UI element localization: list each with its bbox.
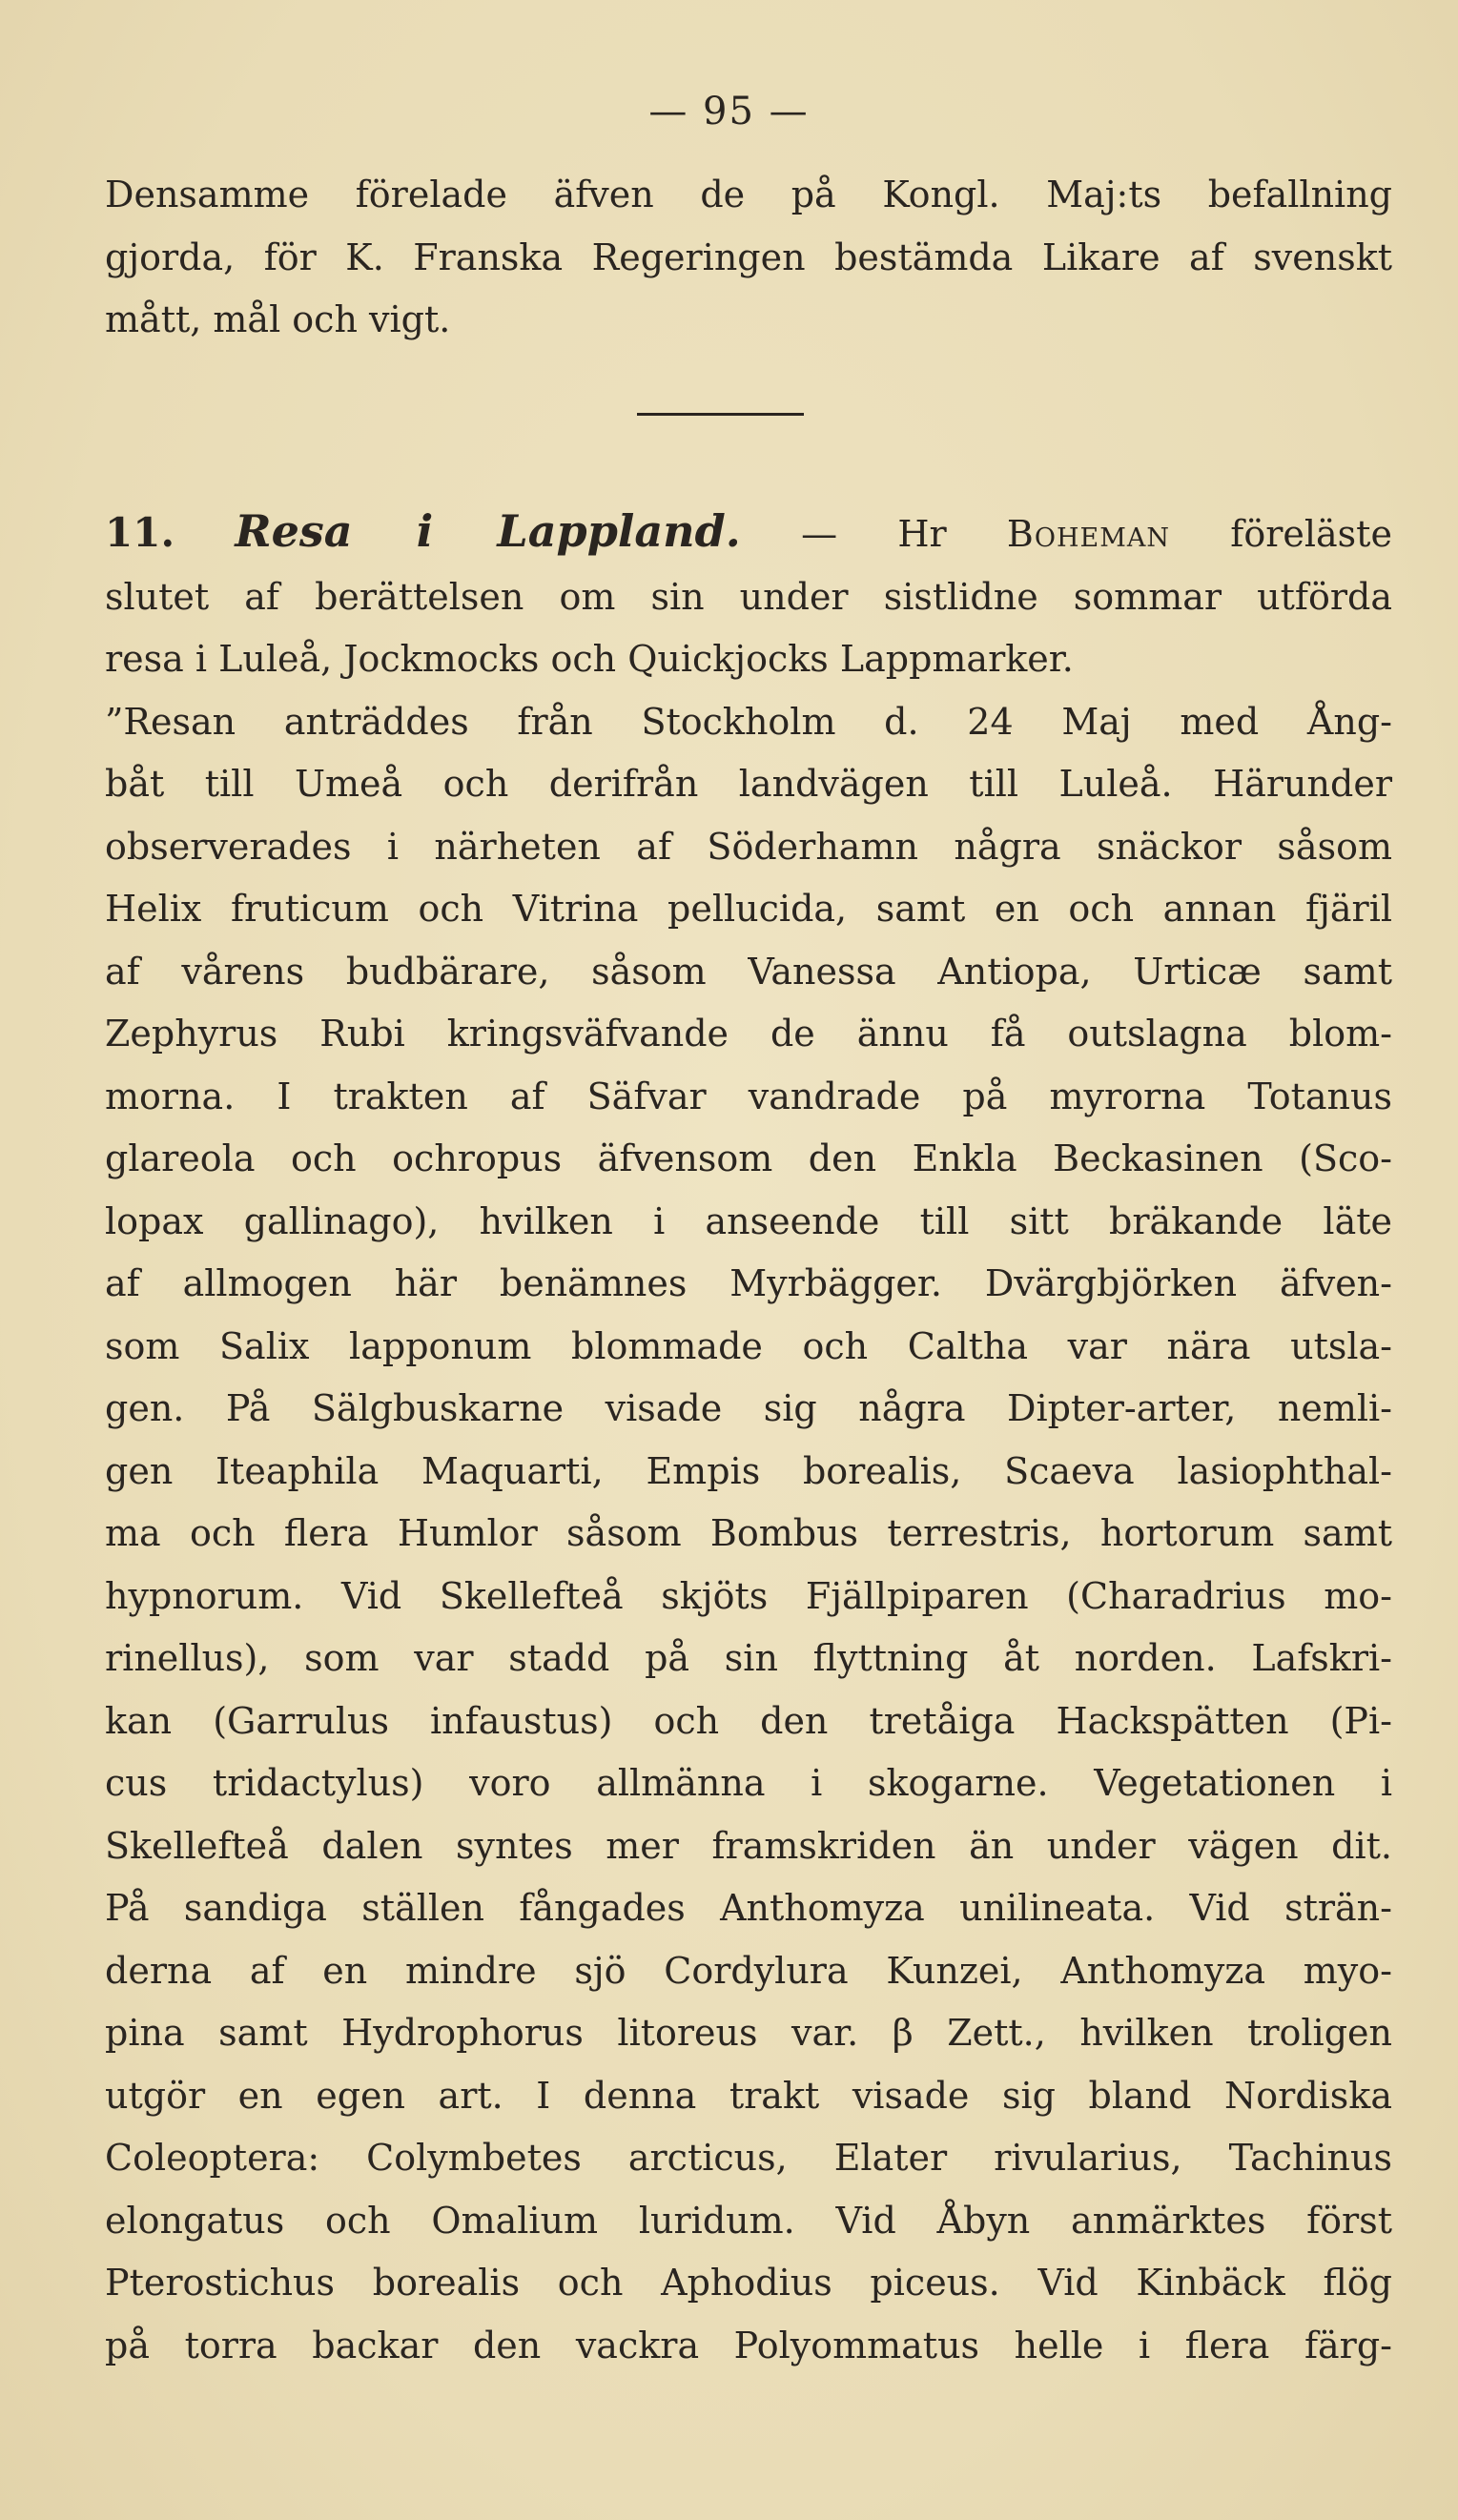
- text-line: morna. I trakten af Säfvar vandrade på myrorna Totanus: [105, 1075, 1392, 1117]
- text-line: af allmogen här benämnes Myrbägger. Dvärgbjörken äfven-: [105, 1262, 1392, 1304]
- text-line: lopax gallinago), hvilken i anseende till sitt bräkande läte: [105, 1199, 1392, 1242]
- text-line: gen Iteaphila Maquarti, Empis borealis, Scaeva lasiophthal-: [105, 1449, 1392, 1492]
- text-line: resa i Luleå, Jockmocks och Quickjocks Lappmarker.: [105, 638, 1074, 680]
- text-line: hypnorum. Vid Skellefteå skjöts Fjällpiparen (Charadrius mo-: [105, 1574, 1392, 1617]
- author-name: Boheman: [1006, 513, 1170, 555]
- text-line: ma och flera Humlor såsom Bombus terrestris, hortorum samt: [105, 1512, 1392, 1554]
- text-line: af vårens budbärare, såsom Vanessa Antiopa, Urticæ samt: [105, 950, 1392, 993]
- text-line: pina samt Hydrophorus litoreus var. β Zett., hvilken troligen: [105, 2012, 1392, 2054]
- text-line: Pterostichus borealis och Aphodius piceus. Vid Kinbäck flög: [105, 2262, 1392, 2304]
- text-line: Coleoptera: Colymbetes arcticus, Elater rivularius, Tachinus: [105, 2137, 1392, 2179]
- heading-lead-rest: föreläste: [1230, 513, 1392, 555]
- section-number: 11.: [105, 509, 175, 556]
- text-line: utgör en egen art. I denna trakt visade sig bland Nordiska: [105, 2074, 1392, 2117]
- text-line: kan (Garrulus infaustus) och den tretåiga Hackspätten (Pi-: [105, 1699, 1392, 1742]
- section-heading-line: [105, 501, 1392, 566]
- text-line: Helix fruticum och Vitrina pellucida, samt en och annan fjäril: [105, 888, 1392, 930]
- text-line: observerades i närheten af Söderhamn några snäckor såsom: [105, 825, 1392, 868]
- paragraph-2: [105, 501, 1392, 2377]
- text-line: slutet af berättelsen om sin under sistlidne sommar utförda: [105, 575, 1392, 618]
- heading-dash: —: [801, 513, 838, 555]
- text-line: på torra backar den vackra Polyommatus helle i flera färg-: [105, 2324, 1392, 2366]
- section-title: Resa i Lappland.: [235, 505, 741, 557]
- text-line: båt till Umeå och derifrån landvägen till Luleå. Härunder: [105, 763, 1392, 805]
- text-line: elongatus och Omalium luridum. Vid Åbyn anmärktes först: [105, 2199, 1392, 2242]
- text-line: Skellefteå dalen syntes mer framskriden än under vägen dit.: [105, 1824, 1392, 1867]
- text-line: glareola och ochropus äfvensom den Enkla Beckasinen (Sco-: [105, 1137, 1392, 1179]
- page-number: — 95 —: [648, 90, 810, 133]
- text-line: mått, mål och vigt.: [105, 298, 451, 340]
- text-line: gen. På Sälgbuskarne visade sig några Dipter-arter, nemli-: [105, 1387, 1392, 1429]
- text-line: På sandiga ställen fångades Anthomyza unilineata. Vid strän-: [105, 1887, 1392, 1929]
- heading-lead: Hr: [897, 513, 947, 555]
- text-line: som Salix lapponum blommade och Caltha var nära utsla-: [105, 1324, 1392, 1367]
- text-line: gjorda, för K. Franska Regeringen bestämda Likare af svenskt: [105, 236, 1392, 278]
- text-line: ”Resan anträddes från Stockholm d. 24 Maj med Ång-: [105, 700, 1392, 743]
- section-divider: [637, 413, 804, 416]
- text-line: derna af en mindre sjö Cordylura Kunzei, Anthomyza myo-: [105, 1949, 1392, 1992]
- text-line: cus tridactylus) voro allmänna i skogarne. Vegetationen i: [105, 1762, 1392, 1804]
- text-line: Densamme förelade äfven de på Kongl. Maj:ts befallning: [105, 174, 1392, 215]
- text-line: Zephyrus Rubi kringsväfvande de ännu få outslagna blom-: [105, 1013, 1392, 1055]
- text-line: rinellus), som var stadd på sin flyttning åt norden. Lafskri-: [105, 1637, 1392, 1679]
- paragraph-1: [105, 164, 1392, 352]
